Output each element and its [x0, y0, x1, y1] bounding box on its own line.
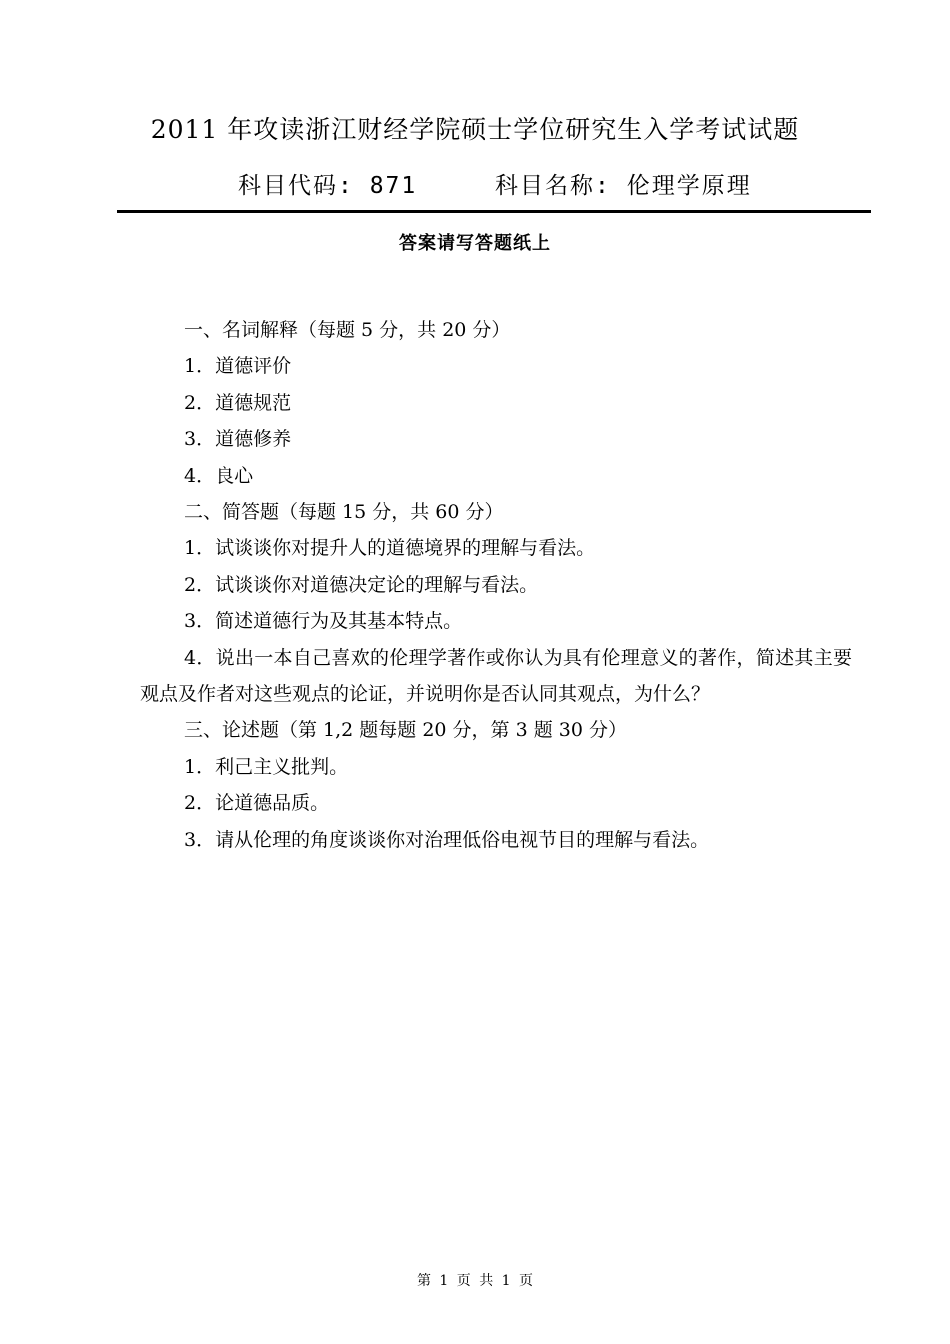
section-1-heading: 一、名词解释（每题 5 分，共 20 分） — [184, 319, 511, 341]
exam-body — [140, 312, 852, 858]
page-number: 第 1 页 共 1 页 — [416, 1273, 534, 1289]
section-2-heading: 二、简答题（每题 15 分，共 60 分） — [184, 501, 504, 524]
subject-code: 科目代码: 871 — [238, 173, 418, 199]
section-1-question-3: 3．道德修养 — [184, 428, 292, 451]
section-1-question-2: 2．道德规范 — [184, 391, 292, 414]
subject-name: 科目名称: 伦理学原理 — [495, 173, 752, 199]
section-2-question-2: 2．试谈谈你对道德决定论的理解与看法。 — [184, 573, 539, 596]
section-1-question-4: 4．良心 — [184, 464, 254, 487]
section-3-question-2: 2．论道德品质。 — [184, 792, 330, 815]
answer-notice: 答案请写答题纸上 — [399, 233, 551, 254]
section-3-question-1: 1．利己主义批判。 — [184, 755, 349, 778]
section-3-heading: 三、论述题（第 1,2 题每题 20 分，第 3 题 30 分） — [184, 719, 627, 742]
section-1-question-1: 1．道德评价 — [184, 355, 292, 378]
section-2-question-4: 4．说出一本自己喜欢的伦理学著作或你认为具有伦理意义的著作，简述其主要观点及作者对这些观点的论证，并说明你是否认同其观点，为什么？ — [140, 646, 852, 706]
exam-title: 2011 年攻读浙江财经学院硕士学位研究生入学考试试题 — [150, 115, 800, 144]
header-divider — [117, 210, 871, 213]
section-2-question-1: 1．试谈谈你对提升人的道德境界的理解与看法。 — [184, 537, 596, 560]
section-3-question-3: 3．请从伦理的角度谈谈你对治理低俗电视节目的理解与看法。 — [184, 828, 710, 851]
section-2-question-3: 3．简述道德行为及其基本特点。 — [184, 610, 463, 633]
